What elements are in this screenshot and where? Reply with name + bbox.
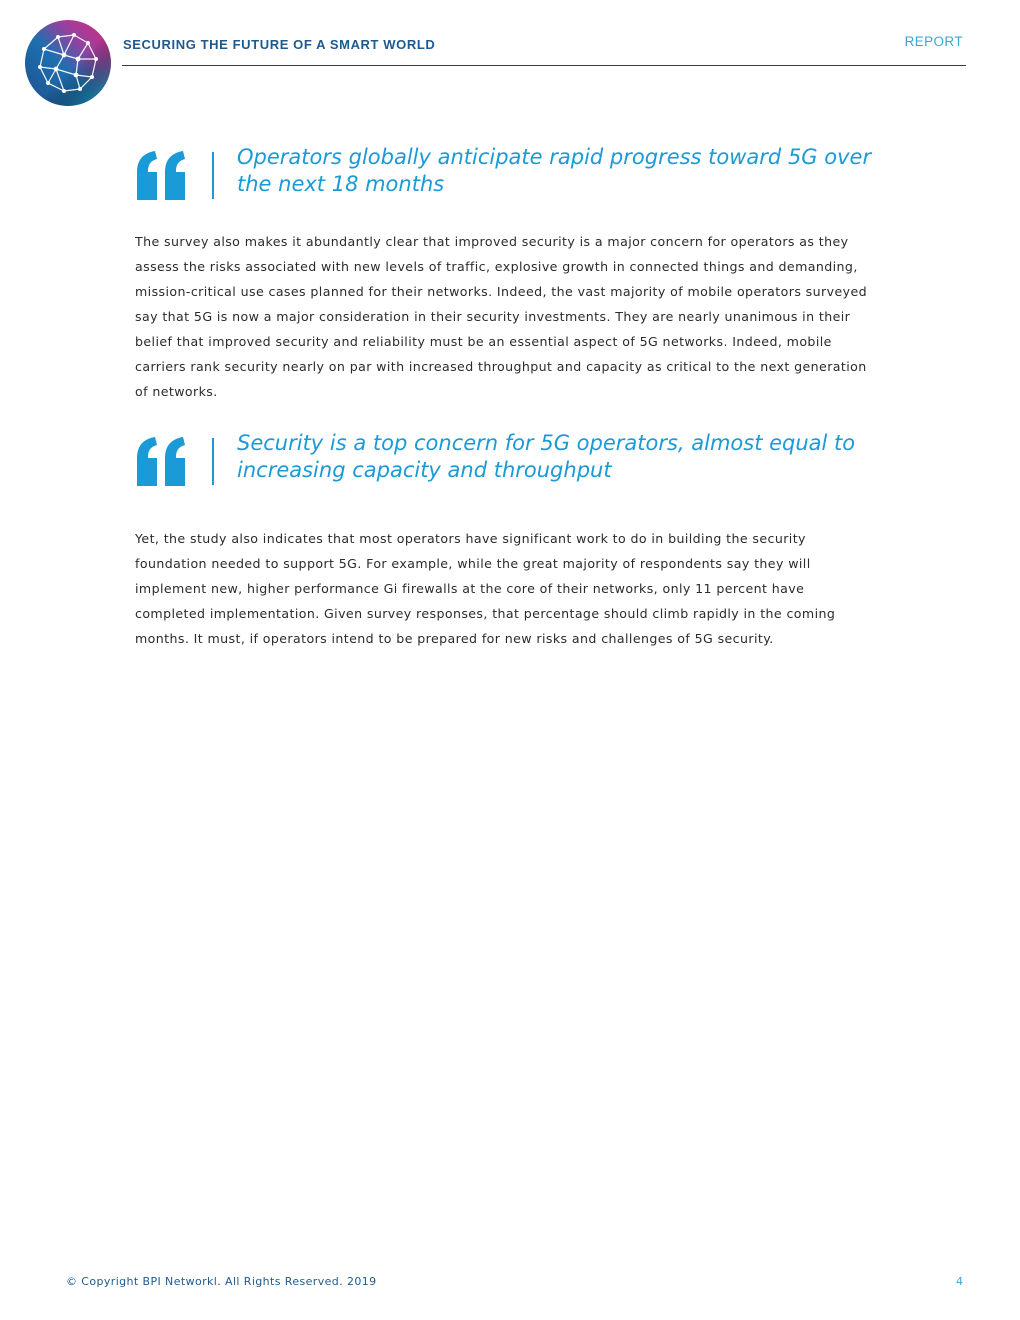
quote-divider xyxy=(212,152,214,199)
quote-mark-icon xyxy=(135,150,189,200)
page-number: 4 xyxy=(956,1275,963,1288)
header-title: SECURING THE FUTURE OF A SMART WORLD xyxy=(123,37,436,52)
pullquote xyxy=(135,431,875,492)
pullquote-text: Operators globally anticipate rapid progress toward 5G over the next 18 months xyxy=(237,145,872,196)
quote-mark-icon xyxy=(135,436,189,486)
body-paragraph: The survey also makes it abundantly clear that improved security is a major concern for operators as they assess the risks associated with new levels of traffic, explosive growth in connected things and demanding, mission-critical use cases planned for their networks. Indeed, the vast majority of mobile operators surveyed say that 5G is now a major consideration in their security investments. They are nearly unanimous in their belief that improved security and reliability must be an essential aspect of 5G networks. Indeed, mobile carriers rank security nearly on par with increased throughput and capacity as critical to the next generation of networks. xyxy=(135,234,868,399)
pullquote xyxy=(135,145,875,206)
pullquote-text: Security is a top concern for 5G operators, almost equal to increasing capacity and throughput xyxy=(237,431,856,482)
body-paragraph: Yet, the study also indicates that most operators have significant work to do in building the security foundation needed to support 5G. For example, while the great majority of respondents say they will implement new, higher performance Gi firewalls at the core of their networks, only 11 percent have completed implementation. Given survey responses, that percentage should climb rapidly in the coming months. It must, if operators intend to be prepared for new risks and challenges of 5G security. xyxy=(135,531,836,646)
header-divider xyxy=(122,65,966,66)
header-report-tag: REPORT xyxy=(904,34,963,49)
footer-copyright: © Copyright BPI Networkl. All Rights Reserved. 2019 xyxy=(66,1275,377,1288)
globe-logo-icon xyxy=(24,19,112,107)
quote-divider xyxy=(212,438,214,485)
